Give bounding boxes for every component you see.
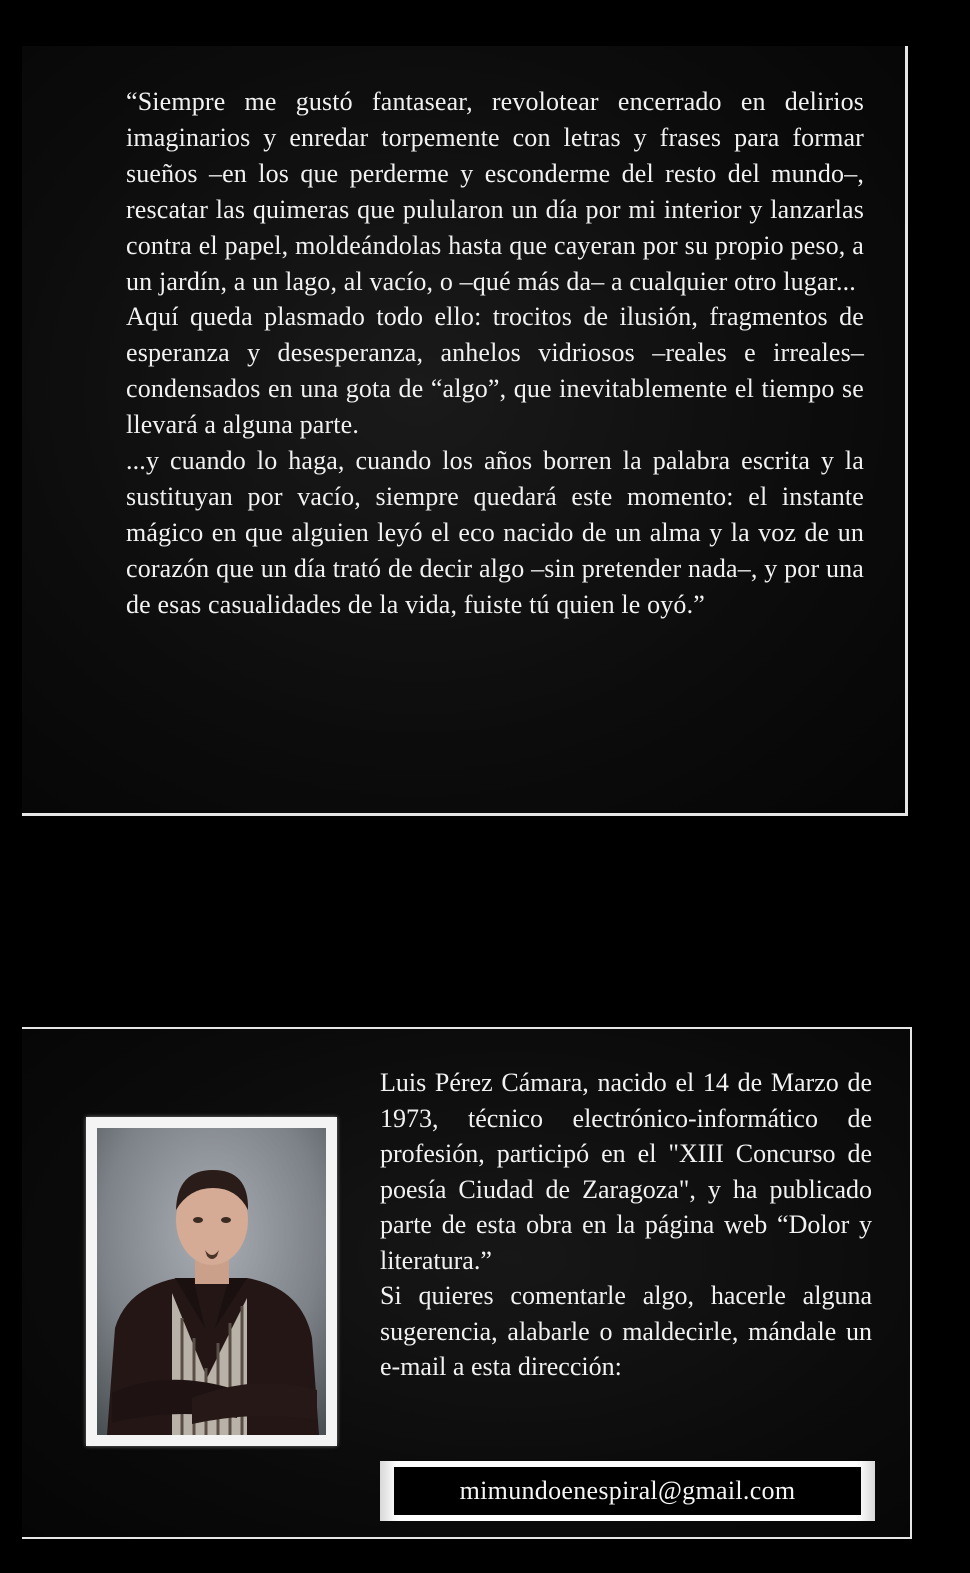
email-banner-inner — [394, 1467, 861, 1515]
quote-paragraph-3: ...y cuando lo haga, cuando los años borren la palabra escrita y la sustituyan por vacío, siempre quedará este momento: el instante mágico en que alguien leyó el eco nacido de un alma y la voz de un corazón que un día trató de decir algo –sin pretender nada–, y por una de esas casualidades de la vida, fuiste tú quien le oyó.” — [126, 446, 864, 619]
author-email: mimundoenespiral@gmail.com — [459, 1476, 796, 1505]
email-banner — [380, 1461, 875, 1521]
author-portrait-image — [97, 1128, 326, 1435]
author-photo-frame — [86, 1117, 337, 1446]
author-bio — [380, 1065, 872, 1385]
author-photo — [97, 1128, 326, 1435]
back-cover-quote — [126, 84, 864, 623]
bio-paragraph-1: Luis Pérez Cámara, nacido el 14 de Marzo de 1973, técnico electrónico-informático de profesión, participó en el "XIII Concurso de poesía Ciudad de Zaragoza", y ha publicado parte de esta obra en la página web “Dolor y literatura.” — [380, 1068, 872, 1275]
quote-paragraph-1: “Siempre me gustó fantasear, revolotear encerrado en delirios imaginarios y enredar torpemente con letras y frases para formar sueños –en los que perderme y esconderme del resto del mundo–, rescatar las quimeras que pulularon un día por mi interior y lanzarlas contra el papel, moldeándolas hasta que cayeran por su propio peso, a un jardín, a un lago, al vacío, o –qué más da– a cualquier otro lugar... — [126, 87, 864, 296]
bio-paragraph-2: Si quieres comentarle algo, hacerle alguna sugerencia, alabarle o maldecirle, mándale un e-mail a esta dirección: — [380, 1281, 872, 1381]
quote-paragraph-2: Aquí queda plasmado todo ello: trocitos de ilusión, fragmentos de esperanza y desesperanza, anhelos vidriosos –reales e irreales– condensados en una gota de “algo”, que inevitablemente el tiempo se llevará a alguna parte. — [126, 302, 864, 440]
